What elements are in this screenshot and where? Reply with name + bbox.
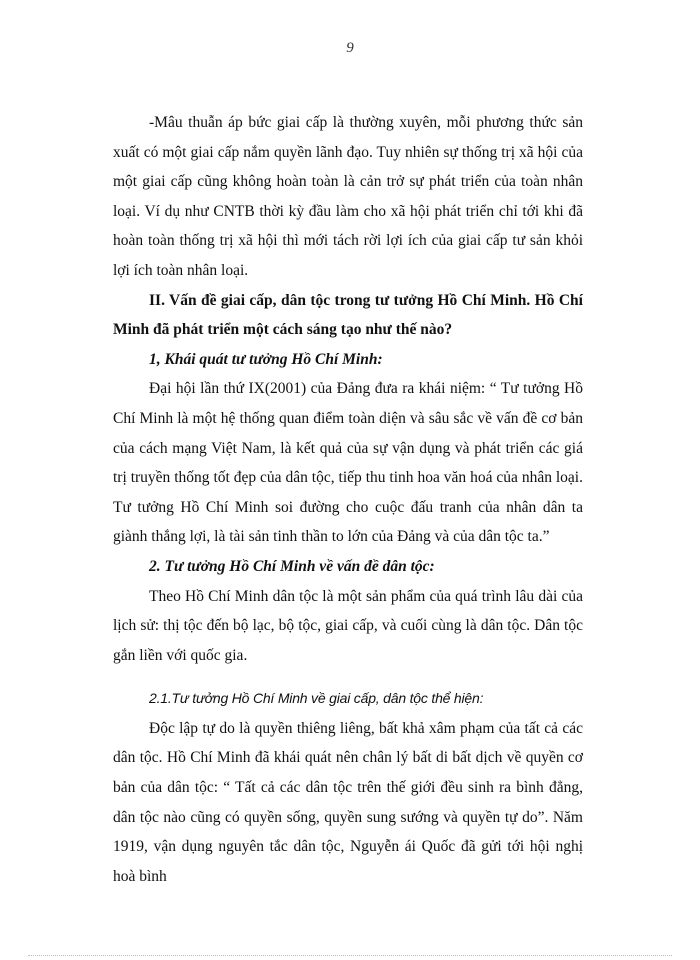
paragraph-nation-origin: Theo Hồ Chí Minh dân tộc là một sản phẩm của quá trình lâu dài của lịch sử: thị tộc đến bộ lạc, bộ tộc, giai cấp, và cuối cùng là dân tộc. Dân tộc gắn liền với quốc gia. <box>113 587 583 664</box>
page-bottom-border <box>28 955 672 956</box>
paragraph-independence-freedom: Độc lập tự do là quyền thiêng liêng, bất khả xâm phạm của tất cả các dân tộc. Hồ Chí Minh đã khái quát nên chân lý bất di bất dịch về quyền cơ bản của dân tộc: “ Tất cả các dân tộc trên thế giới đều sinh ra bình đẳng, dân tộc nào cũng có quyền sống, quyền sung sướng và quyền tự do”. Năm 1919, vận dụng nguyên tắc dân tộc, Nguyễn ái Quốc đã gửi tới hội nghị hoà bình <box>113 719 583 885</box>
subsection-heading-2: 2. Tư tưởng Hồ Chí Minh về vấn đề dân tộc: <box>149 557 435 575</box>
paragraph-congress-definition: Đại hội lần thứ IX(2001) của Đảng đưa ra khái niệm: “ Tư tưởng Hồ Chí Minh là một hệ thống quan điểm toàn diện và sâu sắc về vấn đề cơ bản của cách mạng Việt Nam, là kết quả của sự vận dụng và phát triển các giá trị truyền thống tốt đẹp của dân tộc, tiếp thu tinh hoa văn hoá của nhân loại. Tư tưởng Hồ Chí Minh soi đường cho cuộc đấu tranh của nhân dân ta giành thắng lợi, là tài sản tinh thần to lớn của Đảng và của dân tộc ta.” <box>113 380 583 546</box>
document-body <box>113 108 583 891</box>
paragraph-class-contradiction: -Mâu thuẫn áp bức giai cấp là thường xuyên, mỗi phương thức sản xuất có một giai cấp nắm quyền lãnh đạo. Tuy nhiên sự thống trị xã hội của một giai cấp cũng không hoàn toàn là cản trở sự phát triển của toàn nhân loại. Ví dụ như CNTB thời kỳ đầu làm cho xã hội phát triển chỉ tới khi đã hoàn toàn thống trị xã hội thì mới tách rời lợi ích của giai cấp tư sản khỏi lợi ích toàn nhân loại. <box>113 114 583 279</box>
page-number: 9 <box>346 40 354 56</box>
subsection-heading-1: 1, Khái quát tư tưởng Hồ Chí Minh: <box>149 350 383 368</box>
paragraph-gap <box>113 670 583 684</box>
subsection-heading-2-1: 2.1.Tư tưởng Hồ Chí Minh về giai cấp, dân tộc thể hiện: <box>149 690 484 707</box>
section-heading-2: II. Vấn đề giai cấp, dân tộc trong tư tưởng Hồ Chí Minh. Hồ Chí Minh đã phát triển một cách sáng tạo như thế nào? <box>113 291 583 339</box>
